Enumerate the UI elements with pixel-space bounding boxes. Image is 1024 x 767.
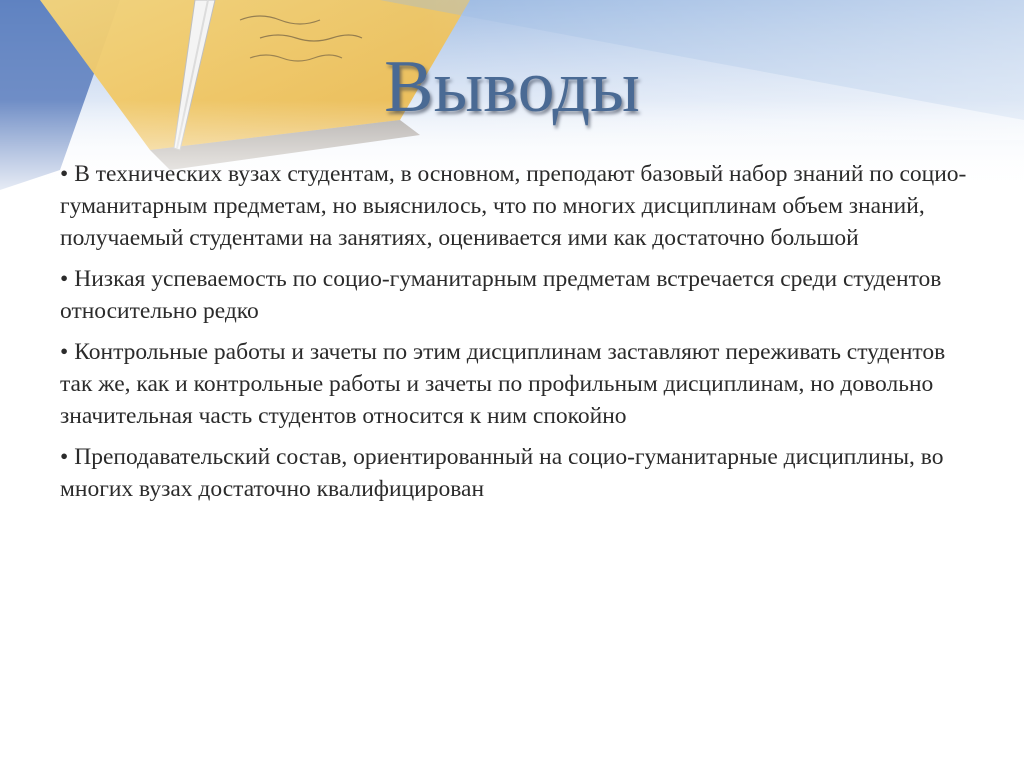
bullet-marker: • <box>60 339 69 365</box>
list-item <box>60 263 980 327</box>
list-item <box>60 441 980 505</box>
bullet-marker: • <box>60 444 69 470</box>
list-item-text: Преподавательский состав, ориентированный на социо-гуманитарные дисциплины, во многих вузах достаточно квалифицирован <box>60 444 944 502</box>
bullet-marker: • <box>60 161 69 187</box>
slide-title: Выводы <box>384 46 640 128</box>
bullet-list <box>60 158 980 514</box>
list-item-text: Контрольные работы и зачеты по этим дисциплинам заставляют переживать студентов так же, как и контрольные работы и зачеты по профильным дисциплинам, но довольно значительная часть студентов относится к ним спокойно <box>60 339 946 429</box>
list-item <box>60 158 980 254</box>
list-item <box>60 336 980 432</box>
list-item-text: В технических вузах студентам, в основном, преподают базовый набор знаний по социо-гуманитарным предметам, но выяснилось, что по многих дисциплинам объем знаний, получаемый студентами на занятиях, оценивается ими как достаточно большой <box>60 161 967 251</box>
list-item-text: Низкая успеваемость по социо-гуманитарным предметам встречается среди студентов относительно редко <box>60 266 942 324</box>
bullet-marker: • <box>60 266 69 292</box>
